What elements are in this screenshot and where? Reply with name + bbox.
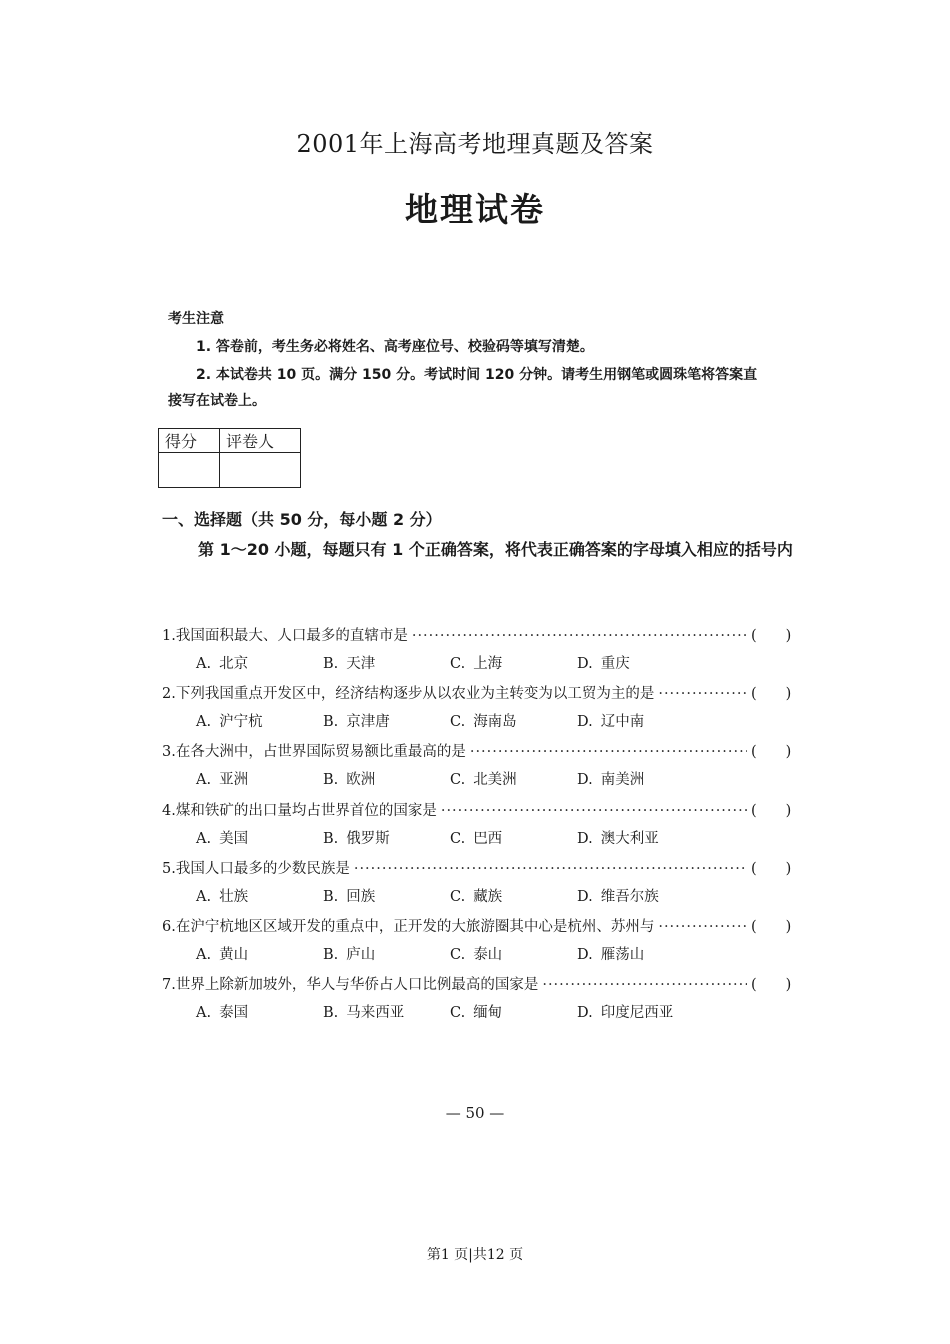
- answer-bracket[interactable]: ( ): [751, 628, 792, 644]
- option-d: D. 印度尼西亚: [577, 1005, 674, 1022]
- question-item: [162, 622, 792, 680]
- notice-heading: 考生注意: [168, 311, 224, 327]
- option-d: D. 南美洲: [577, 772, 645, 789]
- scanned-page: [0, 170, 950, 1170]
- option-b: B. 俄罗斯: [323, 830, 390, 847]
- option-c: C. 藏族: [450, 888, 503, 905]
- leader-dots: [542, 971, 747, 999]
- option-a: A. 泰国: [196, 1005, 249, 1022]
- answer-bracket[interactable]: ( ): [751, 860, 792, 877]
- question-number: 4.: [162, 802, 176, 819]
- option-d: D. 维吾尔族: [577, 888, 659, 905]
- section-description: 第 1～20 小题，每题只有 1 个正确答案，将代表正确答案的字母填入相应的括号内: [198, 540, 793, 559]
- question-item: [162, 855, 792, 913]
- question-item: [162, 680, 792, 738]
- question-number: 6.: [162, 918, 176, 935]
- option-b: B. 马来西亚: [323, 1005, 405, 1022]
- option-b: B. 庐山: [323, 946, 376, 963]
- score-table: [158, 428, 301, 488]
- option-b: B. 回族: [323, 888, 376, 905]
- leader-dots: [354, 855, 747, 883]
- question-number: 3.: [162, 744, 176, 761]
- printed-page-number: — 50 —: [445, 1104, 505, 1122]
- score-cell[interactable]: [159, 453, 220, 488]
- question-number: 1.: [162, 628, 176, 644]
- section-heading: 一、选择题（共 50 分，每小题 2 分）: [162, 510, 442, 529]
- question-stem: 下列我国重点开发区中，经济结构逐步从以农业为主转变为以工贸为主的是: [175, 686, 655, 703]
- notice-item-2-continued: 接写在试卷上。: [168, 393, 266, 409]
- option-a: A. 亚洲: [196, 772, 249, 789]
- option-c: C. 泰山: [450, 946, 503, 963]
- score-header: 得分: [159, 429, 220, 453]
- leader-dots: [658, 680, 747, 708]
- question-number: 7.: [162, 977, 176, 994]
- question-number: 5.: [162, 860, 176, 877]
- question-item: [162, 797, 792, 855]
- paper-title: 地理试卷: [405, 190, 545, 229]
- notice-item-2: 2. 本试卷共 10 页。满分 150 分。考试时间 120 分钟。请考生用钢笔或圆珠笔将答案直: [196, 367, 758, 383]
- option-a: A. 黄山: [196, 946, 249, 963]
- option-c: C. 北美洲: [450, 772, 517, 789]
- answer-bracket[interactable]: ( ): [751, 977, 792, 994]
- option-d: D. 辽中南: [577, 714, 645, 731]
- document-title: 2001年上海高考地理真题及答案: [296, 130, 654, 158]
- answer-bracket[interactable]: ( ): [751, 744, 792, 761]
- question-item: [162, 971, 792, 1029]
- question-list: [162, 622, 792, 1029]
- leader-dots: [441, 797, 747, 825]
- page-footer: 第1 页|共12 页: [426, 1247, 524, 1263]
- option-d: D. 雁荡山: [577, 946, 645, 963]
- answer-bracket[interactable]: ( ): [751, 918, 792, 935]
- option-c: C. 海南岛: [450, 714, 517, 731]
- question-stem: 在各大洲中，占世界国际贸易额比重最高的是: [175, 744, 466, 761]
- grader-header: 评卷人: [220, 429, 301, 453]
- section-choice: [162, 508, 802, 564]
- option-d: D. 重庆: [577, 656, 630, 672]
- option-b: B. 欧洲: [323, 772, 376, 789]
- question-item: [162, 913, 792, 971]
- leader-dots: [412, 622, 747, 650]
- option-a: A. 壮族: [196, 888, 249, 905]
- grader-cell[interactable]: [220, 453, 301, 488]
- answer-bracket[interactable]: ( ): [751, 686, 792, 703]
- answer-bracket[interactable]: ( ): [751, 802, 792, 819]
- notice-item-1: 1. 答卷前，考生务必将姓名、高考座位号、校验码等填写清楚。: [196, 339, 594, 355]
- question-stem: 世界上除新加坡外，华人与华侨占人口比例最高的国家是: [175, 977, 539, 994]
- option-a: A. 美国: [196, 830, 249, 847]
- question-stem: 我国面积最大、人口最多的直辖市是: [175, 628, 408, 644]
- question-number: 2.: [162, 686, 176, 703]
- option-d: D. 澳大利亚: [577, 830, 659, 847]
- question-stem: 我国人口最多的少数民族是: [175, 860, 350, 877]
- candidate-notice: [168, 305, 798, 415]
- option-c: C. 巴西: [450, 830, 503, 847]
- leader-dots: [658, 913, 747, 941]
- question-stem: 在沪宁杭地区区域开发的重点中，正开发的大旅游圈其中心是杭州、苏州与: [175, 918, 655, 935]
- option-b: B. 京津唐: [323, 714, 390, 731]
- question-stem: 煤和铁矿的出口量均占世界首位的国家是: [175, 802, 437, 819]
- option-c: C. 缅甸: [450, 1005, 503, 1022]
- option-a: A. 沪宁杭: [196, 714, 263, 731]
- option-c: C. 上海: [450, 656, 503, 672]
- question-item: [162, 738, 792, 796]
- option-b: B. 天津: [323, 656, 376, 672]
- option-a: A. 北京: [196, 656, 249, 672]
- leader-dots: [470, 738, 747, 766]
